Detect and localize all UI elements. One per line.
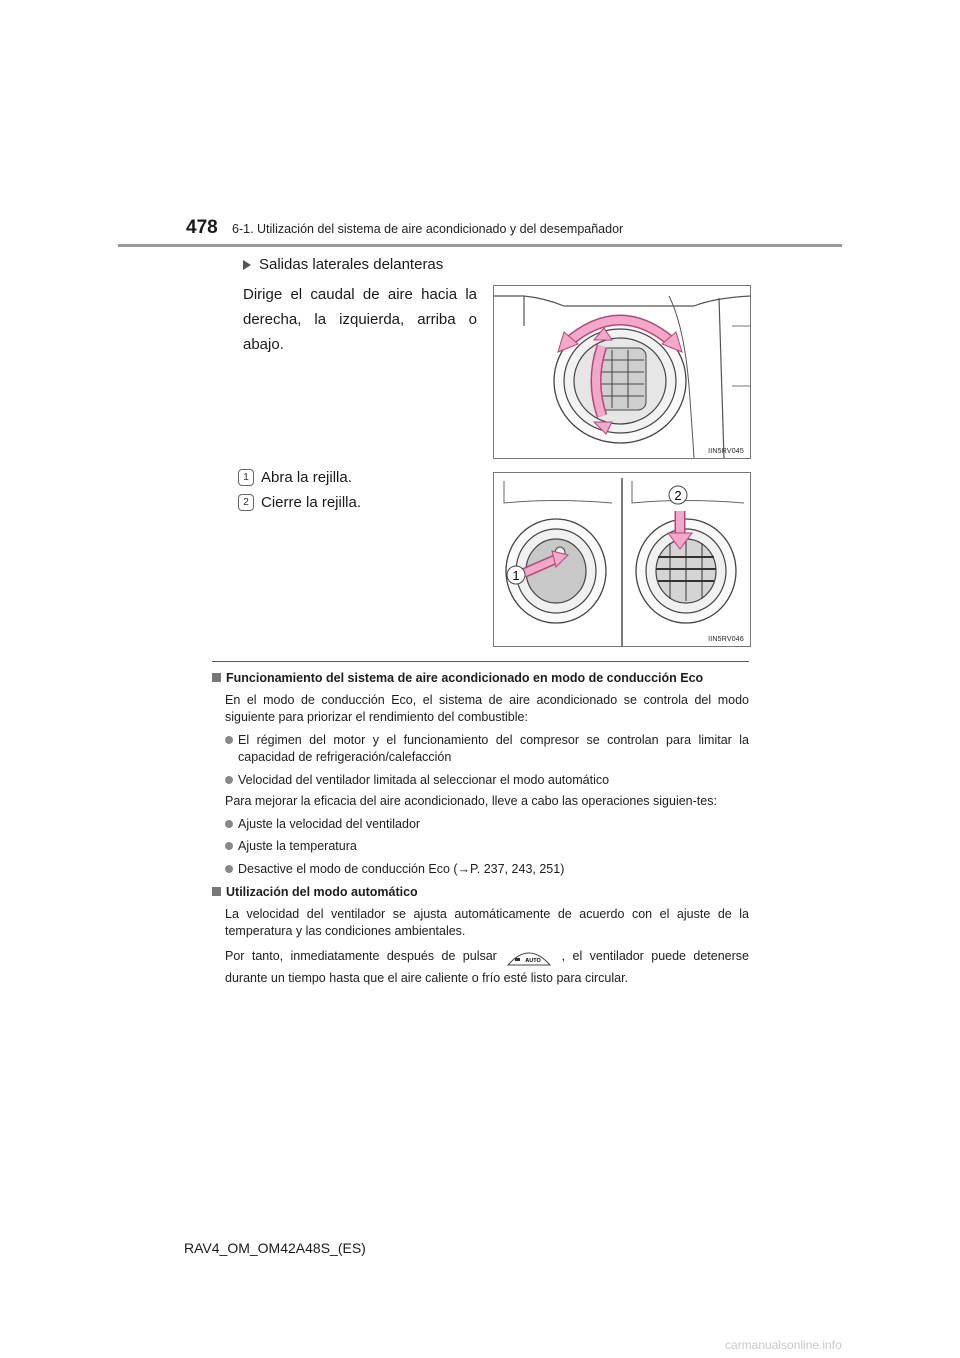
callout-2: 2 (674, 488, 682, 503)
circle-bullet-icon (225, 865, 233, 873)
list-item: Desactive el modo de conducción Eco (→P. 237, 243, 251) (225, 861, 749, 879)
circle-bullet-icon (225, 820, 233, 828)
figure-code: IIN5RV046 (708, 636, 744, 643)
figure-side-vent-direction (493, 285, 751, 459)
circle-bullet-icon (225, 736, 233, 744)
vent-direction-illustration (494, 286, 750, 458)
note-paragraph-auto-button: Por tanto, inmediatamente después de pulsar AUTO , el ventilador puede detenerse durante un tiempo hasta que el aire caliente o frío esté listo para circular. (225, 948, 749, 985)
auto-button-icon (506, 947, 552, 966)
circle-bullet-icon (225, 842, 233, 850)
notes-section (212, 667, 749, 989)
notes-divider (212, 661, 749, 662)
step-open-grille (238, 469, 352, 486)
vent-open-close-illustration (494, 473, 750, 646)
note-paragraph: Para mejorar la eficacia del aire acondicionado, lleve a cabo las operaciones siguien-tes: (225, 794, 717, 808)
note-paragraph: En el modo de conducción Eco, el sistema de aire acondicionado se controla del modo siguiente para priorizar el rendimiento del combustible: (225, 692, 749, 724)
auto-button-label: AUTO (525, 957, 541, 964)
step-number-badge: 2 (238, 494, 254, 511)
list-item: Ajuste la temperatura (225, 838, 749, 856)
step-close-grille (238, 494, 361, 511)
note-title-auto: Utilización del modo automático (212, 884, 749, 902)
square-bullet-icon (212, 887, 221, 896)
header-divider (118, 244, 842, 247)
list-item: Velocidad del ventilador limitada al seleccionar el modo automático (225, 772, 749, 790)
subheading (243, 256, 443, 273)
watermark: carmanualsonline.info (725, 1338, 842, 1352)
step-number-badge: 1 (238, 469, 254, 486)
section-description: Dirige el caudal de aire hacia la derecha, la izquierda, arriba o abajo. (243, 286, 477, 353)
subheading-text: Salidas laterales delanteras (259, 256, 444, 273)
square-bullet-icon (212, 673, 221, 682)
circle-bullet-icon (225, 776, 233, 784)
step-text: Abra la rejilla. (261, 469, 352, 486)
model-code: RAV4_OM_OM42A48S_(ES) (184, 1240, 366, 1256)
note-title-eco: Funcionamiento del sistema de aire acondicionado en modo de conducción Eco (212, 670, 749, 688)
page-number: 478 (186, 217, 218, 238)
list-item: Ajuste la velocidad del ventilador (225, 816, 749, 834)
triangle-bullet-icon (243, 260, 251, 270)
figure-vent-open-close (493, 472, 751, 647)
step-text: Cierre la rejilla. (261, 494, 362, 511)
list-item: El régimen del motor y el funcionamiento del compresor se controlan para limitar la capacidad de refrigeración/calefacción (225, 732, 749, 767)
note-paragraph: La velocidad del ventilador se ajusta automáticamente de acuerdo con el ajuste de la temperatura y las condiciones ambientales. (225, 906, 749, 938)
callout-1: 1 (512, 568, 520, 583)
chapter-title: 6-1. Utilización del sistema de aire acondicionado y del desempañador (232, 222, 624, 236)
figure-code: IIN5RV045 (708, 448, 744, 455)
